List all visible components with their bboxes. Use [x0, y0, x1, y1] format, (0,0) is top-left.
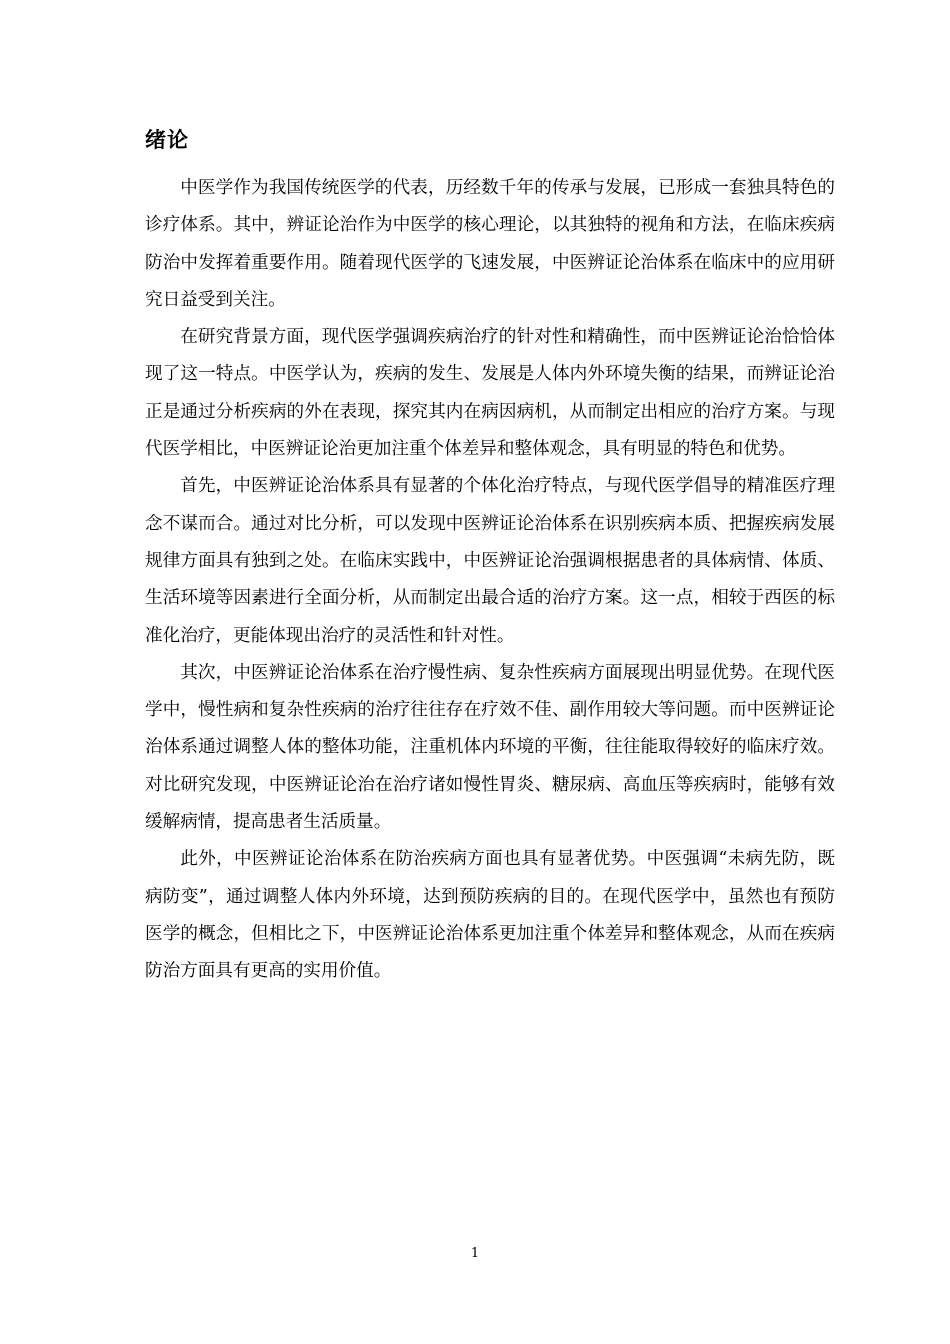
paragraph-2: 在研究背景方面，现代医学强调疾病治疗的针对性和精确性，而中医辨证论治恰恰体现了这一特点。中医学认为，疾病的发生、发展是人体内外环境失衡的结果，而辨证论治正是通过分析疾病的外在表现，探究其内在病因病机，从而制定出相应的治疗方案。与现代医学相比，中医辨证论治更加注重个体差异和整体观念，具有明显的特色和优势。: [145, 327, 835, 460]
page-number: 1: [470, 1246, 480, 1261]
section-heading: 绪论: [145, 128, 189, 152]
paragraph-5: 此外，中医辨证论治体系在防治疾病方面也具有显著优势。中医强调“未病先防，既病防变”，通过调整人体内外环境，达到预防疾病的目的。在现代医学中，虽然也有预防医学的概念，但相比之下，中医辨证论治体系更加注重个体差异和整体观念，从而在疾病防治方面具有更高的实用价值。: [145, 849, 835, 982]
body-text: [145, 170, 835, 991]
paragraph-3: 首先，中医辨证论治体系具有显著的个体化治疗特点，与现代医学倡导的精准医疗理念不谋而合。通过对比分析，可以发现中医辨证论治体系在识别疾病本质、把握疾病发展规律方面具有独到之处。在临床实践中，中医辨证论治强调根据患者的具体病情、体质、生活环境等因素进行全面分析，从而制定出最合适的治疗方案。这一点，相较于西医的标准化治疗，更能体现出治疗的灵活性和针对性。: [145, 476, 835, 646]
paragraph-4: 其次，中医辨证论治体系在治疗慢性病、复杂性疾病方面展现出明显优势。在现代医学中，慢性病和复杂性疾病的治疗往往存在疗效不佳、副作用较大等问题。而中医辨证论治体系通过调整人体的整体功能，注重机体内环境的平衡，往往能取得较好的临床疗效。对比研究发现，中医辨证论治在治疗诸如慢性胃炎、糖尿病、高血压等疾病时，能够有效缓解病情，提高患者生活质量。: [145, 662, 835, 833]
paragraph-1: 中医学作为我国传统医学的代表，历经数千年的传承与发展，已形成一套独具特色的诊疗体系。其中，辨证论治作为中医学的核心理论，以其独特的视角和方法，在临床疾病防治中发挥着重要作用。随着现代医学的飞速发展，中医辨证论治体系在临床中的应用研究日益受到关注。: [145, 178, 835, 310]
